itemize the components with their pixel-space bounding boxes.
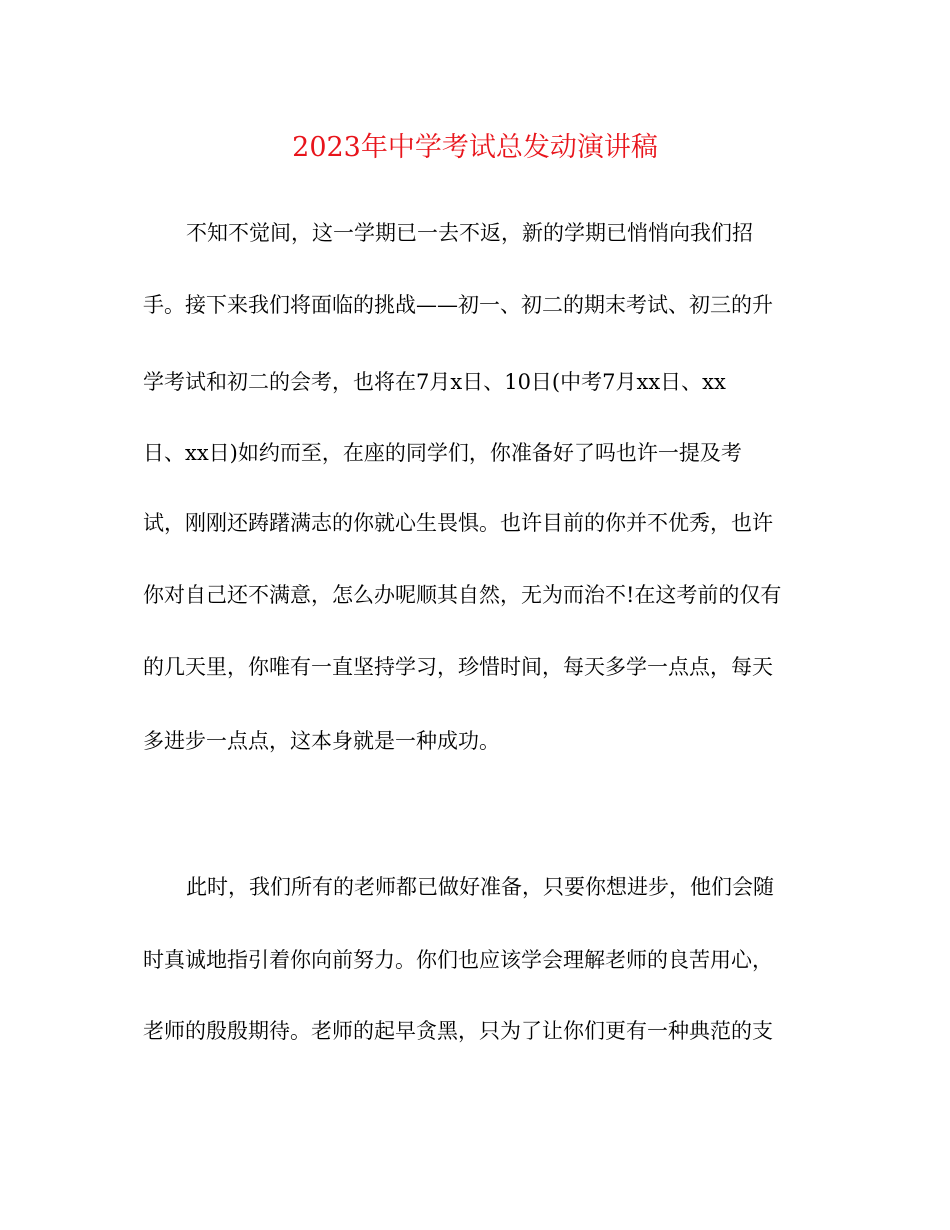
paragraph-line: 手。接下来我们将面临的挑战——初一、初二的期末考试、初三的升 — [143, 293, 773, 317]
paragraph-line: 不知不觉间，这一学期已一去不返，新的学期已悄悄向我们招 — [186, 221, 753, 245]
paragraph-line: 多进步一点点，这本身就是一种成功。 — [143, 729, 500, 753]
paragraph-line: 日、xx日)如约而至，在座的同学们，你准备好了吗也许一提及考 — [143, 441, 742, 465]
paragraph-line: 的几天里，你唯有一直坚持学习，珍惜时间，每天多学一点点，每天 — [143, 655, 773, 679]
paragraph-line: 你对自己还不满意，怎么办呢顺其自然，无为而治不!在这考前的仅有 — [143, 583, 782, 607]
paragraph-line: 此时，我们所有的老师都已做好准备，只要你想进步，他们会随 — [186, 875, 774, 899]
document-title: 2023年中学考试总发动演讲稿 — [292, 132, 658, 163]
paragraph-line: 学考试和初二的会考，也将在7月x日、10日(中考7月xx日、xx — [143, 370, 726, 394]
paragraph-line: 时真诚地指引着你向前努力。你们也应该学会理解老师的良苦用心， — [143, 948, 773, 972]
paragraph-line: 老师的殷殷期待。老师的起早贪黑，只为了让你们更有一种典范的支 — [143, 1019, 773, 1043]
paragraph-line: 试，刚刚还踌躇满志的你就心生畏惧。也许目前的你并不优秀，也许 — [143, 511, 773, 535]
